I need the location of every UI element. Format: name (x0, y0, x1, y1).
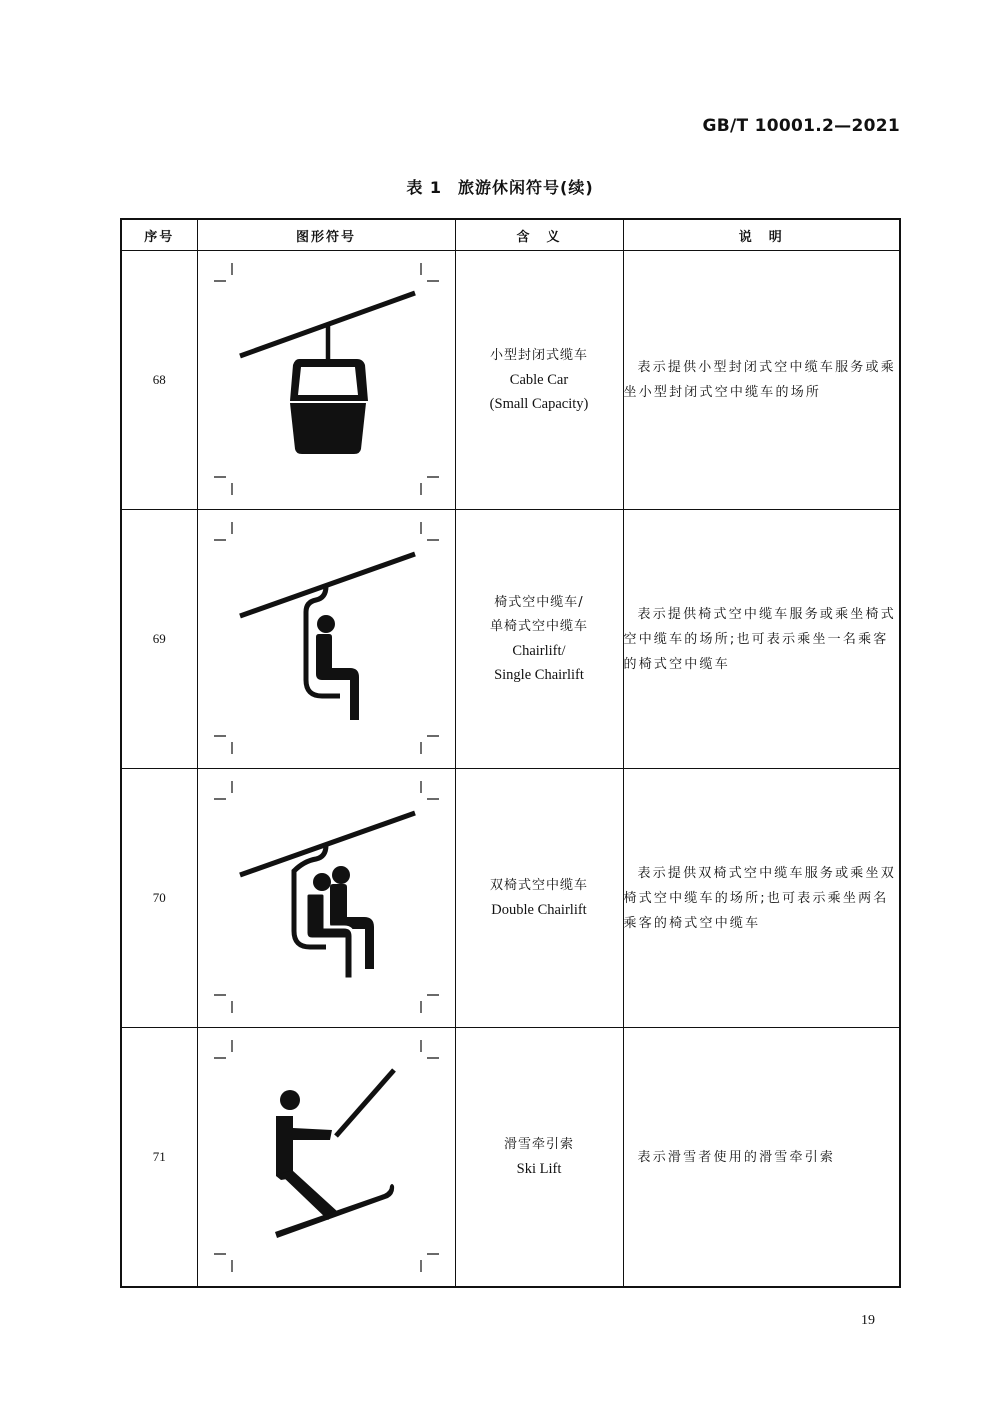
meaning-en: (Small Capacity) (489, 396, 589, 412)
table-row (121, 251, 900, 510)
ski-lift-icon (198, 1028, 455, 1286)
cable-car-icon (198, 251, 455, 509)
meaning-cell (455, 769, 623, 1028)
table-row (121, 1028, 900, 1288)
standard-code: GB/T 10001.2—2021 (702, 116, 900, 136)
meaning-en: Cable Car (509, 372, 569, 388)
column-header-number: 序号 (121, 219, 197, 251)
meaning-cell (455, 251, 623, 510)
row-number: 70 (121, 769, 197, 1028)
symbol-cell (197, 510, 455, 769)
meaning-zh: 小型封闭式缆车 (489, 348, 588, 363)
meaning-cell (455, 510, 623, 769)
column-header-description: 说 明 (623, 219, 900, 251)
meaning-en: Double Chairlift (491, 902, 587, 918)
meaning-cell (455, 1028, 623, 1288)
double-chairlift-icon (198, 769, 455, 1027)
description-cell: 表示提供双椅式空中缆车服务或乘坐双椅式空中缆车的场所;也可表示乘坐两名乘客的椅式空中缆车 (623, 769, 900, 1028)
table-caption (0, 175, 1000, 198)
meaning-en: Chairlift/ (512, 643, 566, 659)
column-header-symbol: 图形符号 (197, 219, 455, 251)
description-cell: 表示滑雪者使用的滑雪牵引索 (623, 1028, 900, 1288)
row-number: 71 (121, 1028, 197, 1288)
meaning-zh: 椅式空中缆车/ (494, 595, 584, 610)
row-number: 69 (121, 510, 197, 769)
table-number: 表 1 (406, 178, 443, 197)
page-number: 19 (861, 1313, 875, 1328)
meaning-en: Single Chairlift (494, 667, 584, 683)
symbol-cell (197, 769, 455, 1028)
table-header-row (121, 219, 900, 251)
row-number: 68 (121, 251, 197, 510)
table-title: 旅游休闲符号(续) (458, 178, 594, 197)
description-cell: 表示提供椅式空中缆车服务或乘坐椅式空中缆车的场所;也可表示乘坐一名乘客的椅式空中缆车 (623, 510, 900, 769)
table-row (121, 769, 900, 1028)
meaning-en: Ski Lift (516, 1161, 562, 1177)
meaning-zh: 双椅式空中缆车 (489, 878, 588, 893)
table-row (121, 510, 900, 769)
crop-marks (214, 1040, 439, 1272)
meaning-zh: 单椅式空中缆车 (489, 619, 588, 634)
chairlift-icon (198, 510, 455, 768)
description-cell: 表示提供小型封闭式空中缆车服务或乘坐小型封闭式空中缆车的场所 (623, 251, 900, 510)
meaning-zh: 滑雪牵引索 (503, 1137, 574, 1152)
symbols-table (120, 218, 901, 1288)
column-header-meaning: 含 义 (455, 219, 623, 251)
symbol-cell (197, 251, 455, 510)
symbol-cell (197, 1028, 455, 1288)
